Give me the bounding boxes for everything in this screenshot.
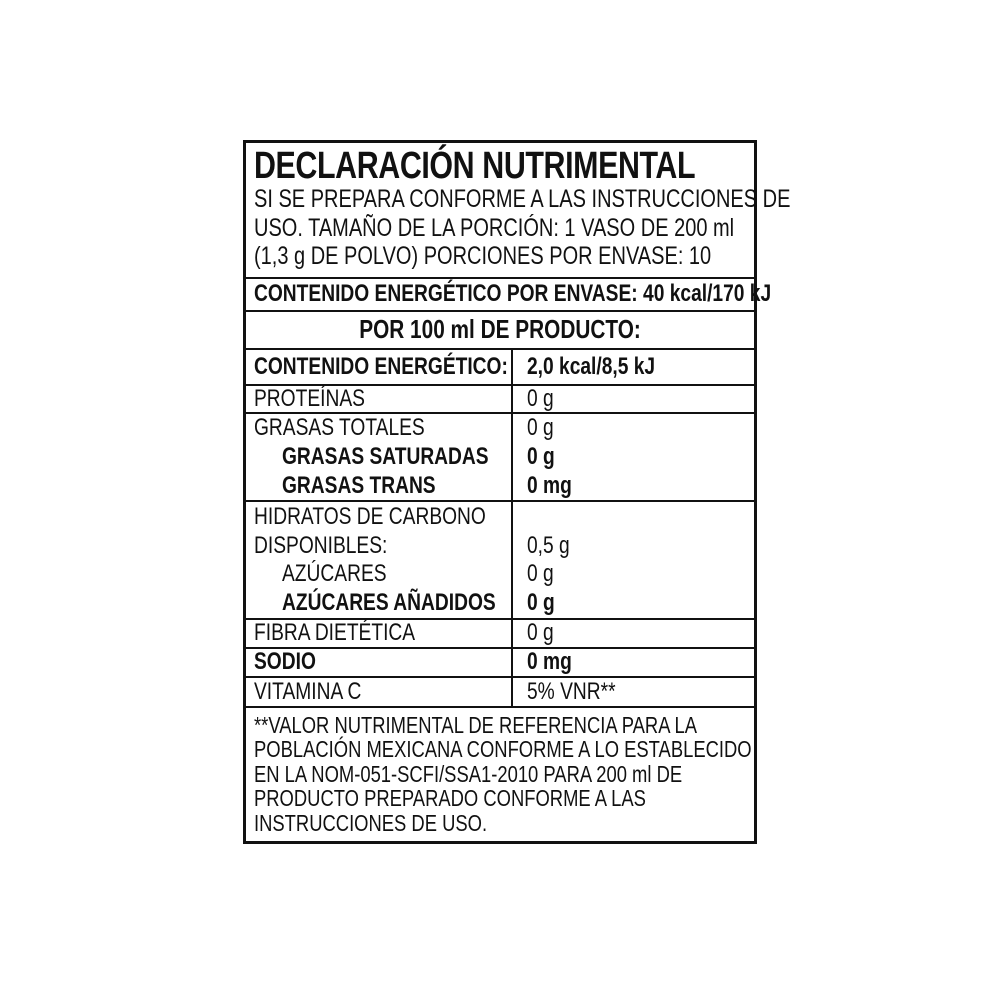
nutrient-value: 5% VNR**: [527, 677, 616, 705]
footnote: [246, 708, 754, 842]
row-grasas-saturadas: [246, 443, 754, 472]
label-title: [254, 147, 746, 185]
row-azucares-anadidos: [246, 589, 754, 618]
nutrient-label: CONTENIDO ENERGÉTICO:: [254, 352, 508, 380]
energy-per-package-row: [246, 279, 772, 310]
row-grasas-totales: [246, 414, 754, 443]
nutrient-label: AZÚCARES: [282, 560, 387, 587]
nutrient-value: 0 g: [527, 443, 555, 470]
nutrient-value: 0 g: [527, 589, 555, 616]
nutrient-label: GRASAS TOTALES: [254, 414, 425, 441]
nutrient-label: GRASAS SATURADAS: [282, 443, 489, 470]
nutrient-value: 2,0 kcal/8,5 kJ: [527, 352, 656, 380]
nutrient-label: AZÚCARES AÑADIDOS: [282, 589, 496, 616]
intro-line: (1,3 g DE POLVO) PORCIONES POR ENVASE: 10: [254, 242, 712, 270]
nutrient-value: 0,5 g: [527, 531, 570, 559]
nutrient-label: HIDRATOS DE CARBONO DISPONIBLES:: [254, 502, 486, 559]
nutrient-label: VITAMINA C: [254, 677, 362, 705]
nutrient-table: [246, 350, 754, 706]
row-azucares: [246, 560, 754, 589]
nutrient-label: SODIO: [254, 648, 316, 675]
footnote-line: POBLACIÓN MEXICANA CONFORME A LO ESTABLECIDO: [254, 736, 752, 762]
nutrition-label: [243, 140, 791, 844]
vertical-divider: [511, 350, 513, 706]
intro-line: SI SE PREPARA CONFORME A LAS INSTRUCCIONES DE: [254, 185, 791, 213]
row-contenido-energetico: [246, 350, 754, 384]
row-grasas-trans: [246, 472, 754, 500]
nutrient-label: GRASAS TRANS: [282, 471, 436, 499]
nutrient-value: 0 mg: [527, 471, 572, 499]
nutrient-value: 0 g: [527, 560, 554, 587]
row-hidratos-de-carbono: [246, 502, 754, 560]
label-header: [246, 143, 791, 277]
footnote-line: PRODUCTO PREPARADO CONFORME A LAS: [254, 785, 646, 811]
row-sodio: [246, 649, 754, 676]
label-title-text: DECLARACIÓN NUTRIMENTAL: [254, 145, 696, 187]
nutrient-label: PROTEÍNAS: [254, 384, 365, 412]
footnote-line: **VALOR NUTRIMENTAL DE REFERENCIA PARA LA: [254, 711, 698, 738]
intro-line: USO. TAMAÑO DE LA PORCIÓN: 1 VASO DE 200 ml: [254, 213, 735, 242]
per-unit-header-text: POR 100 ml DE PRODUCTO:: [359, 314, 641, 344]
nutrient-label: FIBRA DIETÉTICA: [254, 619, 416, 646]
nutrient-value: 0 g: [527, 414, 554, 441]
footnote-line: EN LA NOM-051-SCFI/SSA1-2010 PARA 200 ml DE: [254, 760, 683, 787]
row-fibra-dietetica: [246, 620, 754, 647]
nutrient-value: 0 g: [527, 619, 554, 646]
energy-per-package-text: CONTENIDO ENERGÉTICO POR ENVASE: 40 kcal/170 kJ: [254, 280, 772, 307]
row-proteinas: [246, 386, 754, 412]
footnote-line: INSTRUCCIONES DE USO.: [254, 809, 488, 836]
nutrient-value: 0 mg: [527, 648, 572, 675]
per-unit-header-row: [246, 312, 754, 348]
nutrient-value: 0 g: [527, 384, 554, 412]
row-vitamina-c: [246, 678, 754, 706]
